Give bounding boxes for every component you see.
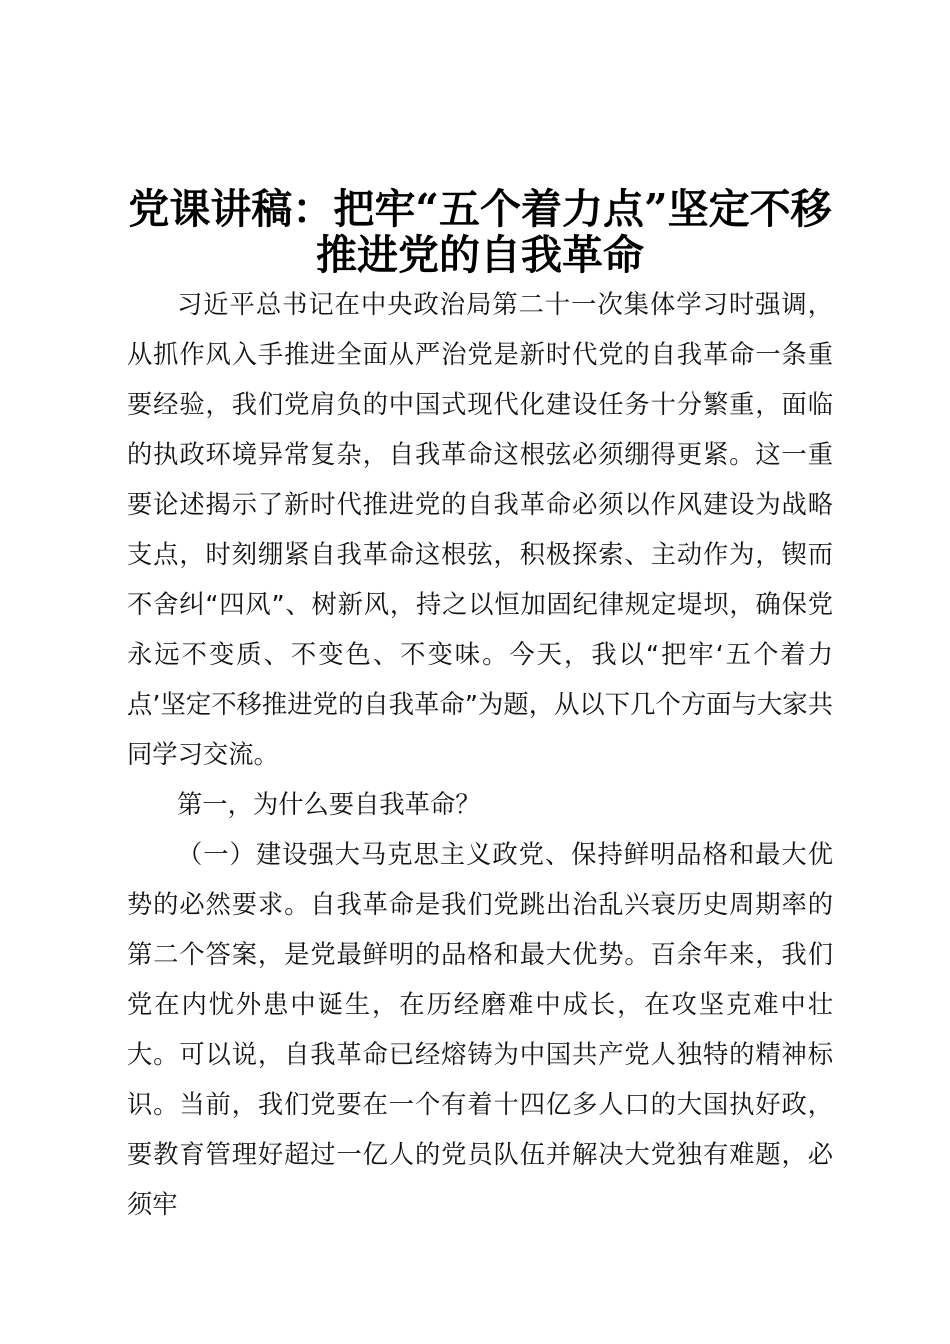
document-body	[127, 280, 833, 1230]
subsection-paragraph: （一）建设强大马克思主义政党、保持鲜明品格和最大优势的必然要求。自我革命是我们党跳出治乱兴衰历史周期率的第二个答案，是党最鲜明的品格和最大优势。百余年来，我们党在内忧外患中诞生，在历经磨难中成长，在攻坚克难中壮大。可以说，自我革命已经熔铸为中国共产党人独特的精神标识。当前，我们党要在一个有着十四亿多人口的大国执好政，要教育管理好超过一亿人的党员队伍并解决大党独有难题，必须牢	[127, 840, 833, 1219]
section-heading: 第一，为什么要自我革命？	[177, 790, 481, 819]
document-title: 党课讲稿：把牢“五个着力点”坚定不移推进党的自我革命	[128, 185, 832, 279]
intro-paragraph: 习近平总书记在中央政治局第二十一次集体学习时强调，从抓作风入手推进全面从严治党是新时代党的自我革命一条重要经验，我们党肩负的中国式现代化建设任务十分繁重，面临的执政环境异常复杂，自我革命这根弦必须绷得更紧。这一重要论述揭示了新时代推进党的自我革命必须以作风建设为战略支点，时刻绷紧自我革命这根弦，积极探索、主动作为，锲而不舍纠“四风”、树新风，持之以恒加固纪律规定堤坝，确保党永远不变质、不变色、不变味。今天，我以“把牢‘五个着力点’坚定不移推进党的自我革命”为题，从以下几个方面与大家共同学习交流。	[127, 290, 833, 769]
